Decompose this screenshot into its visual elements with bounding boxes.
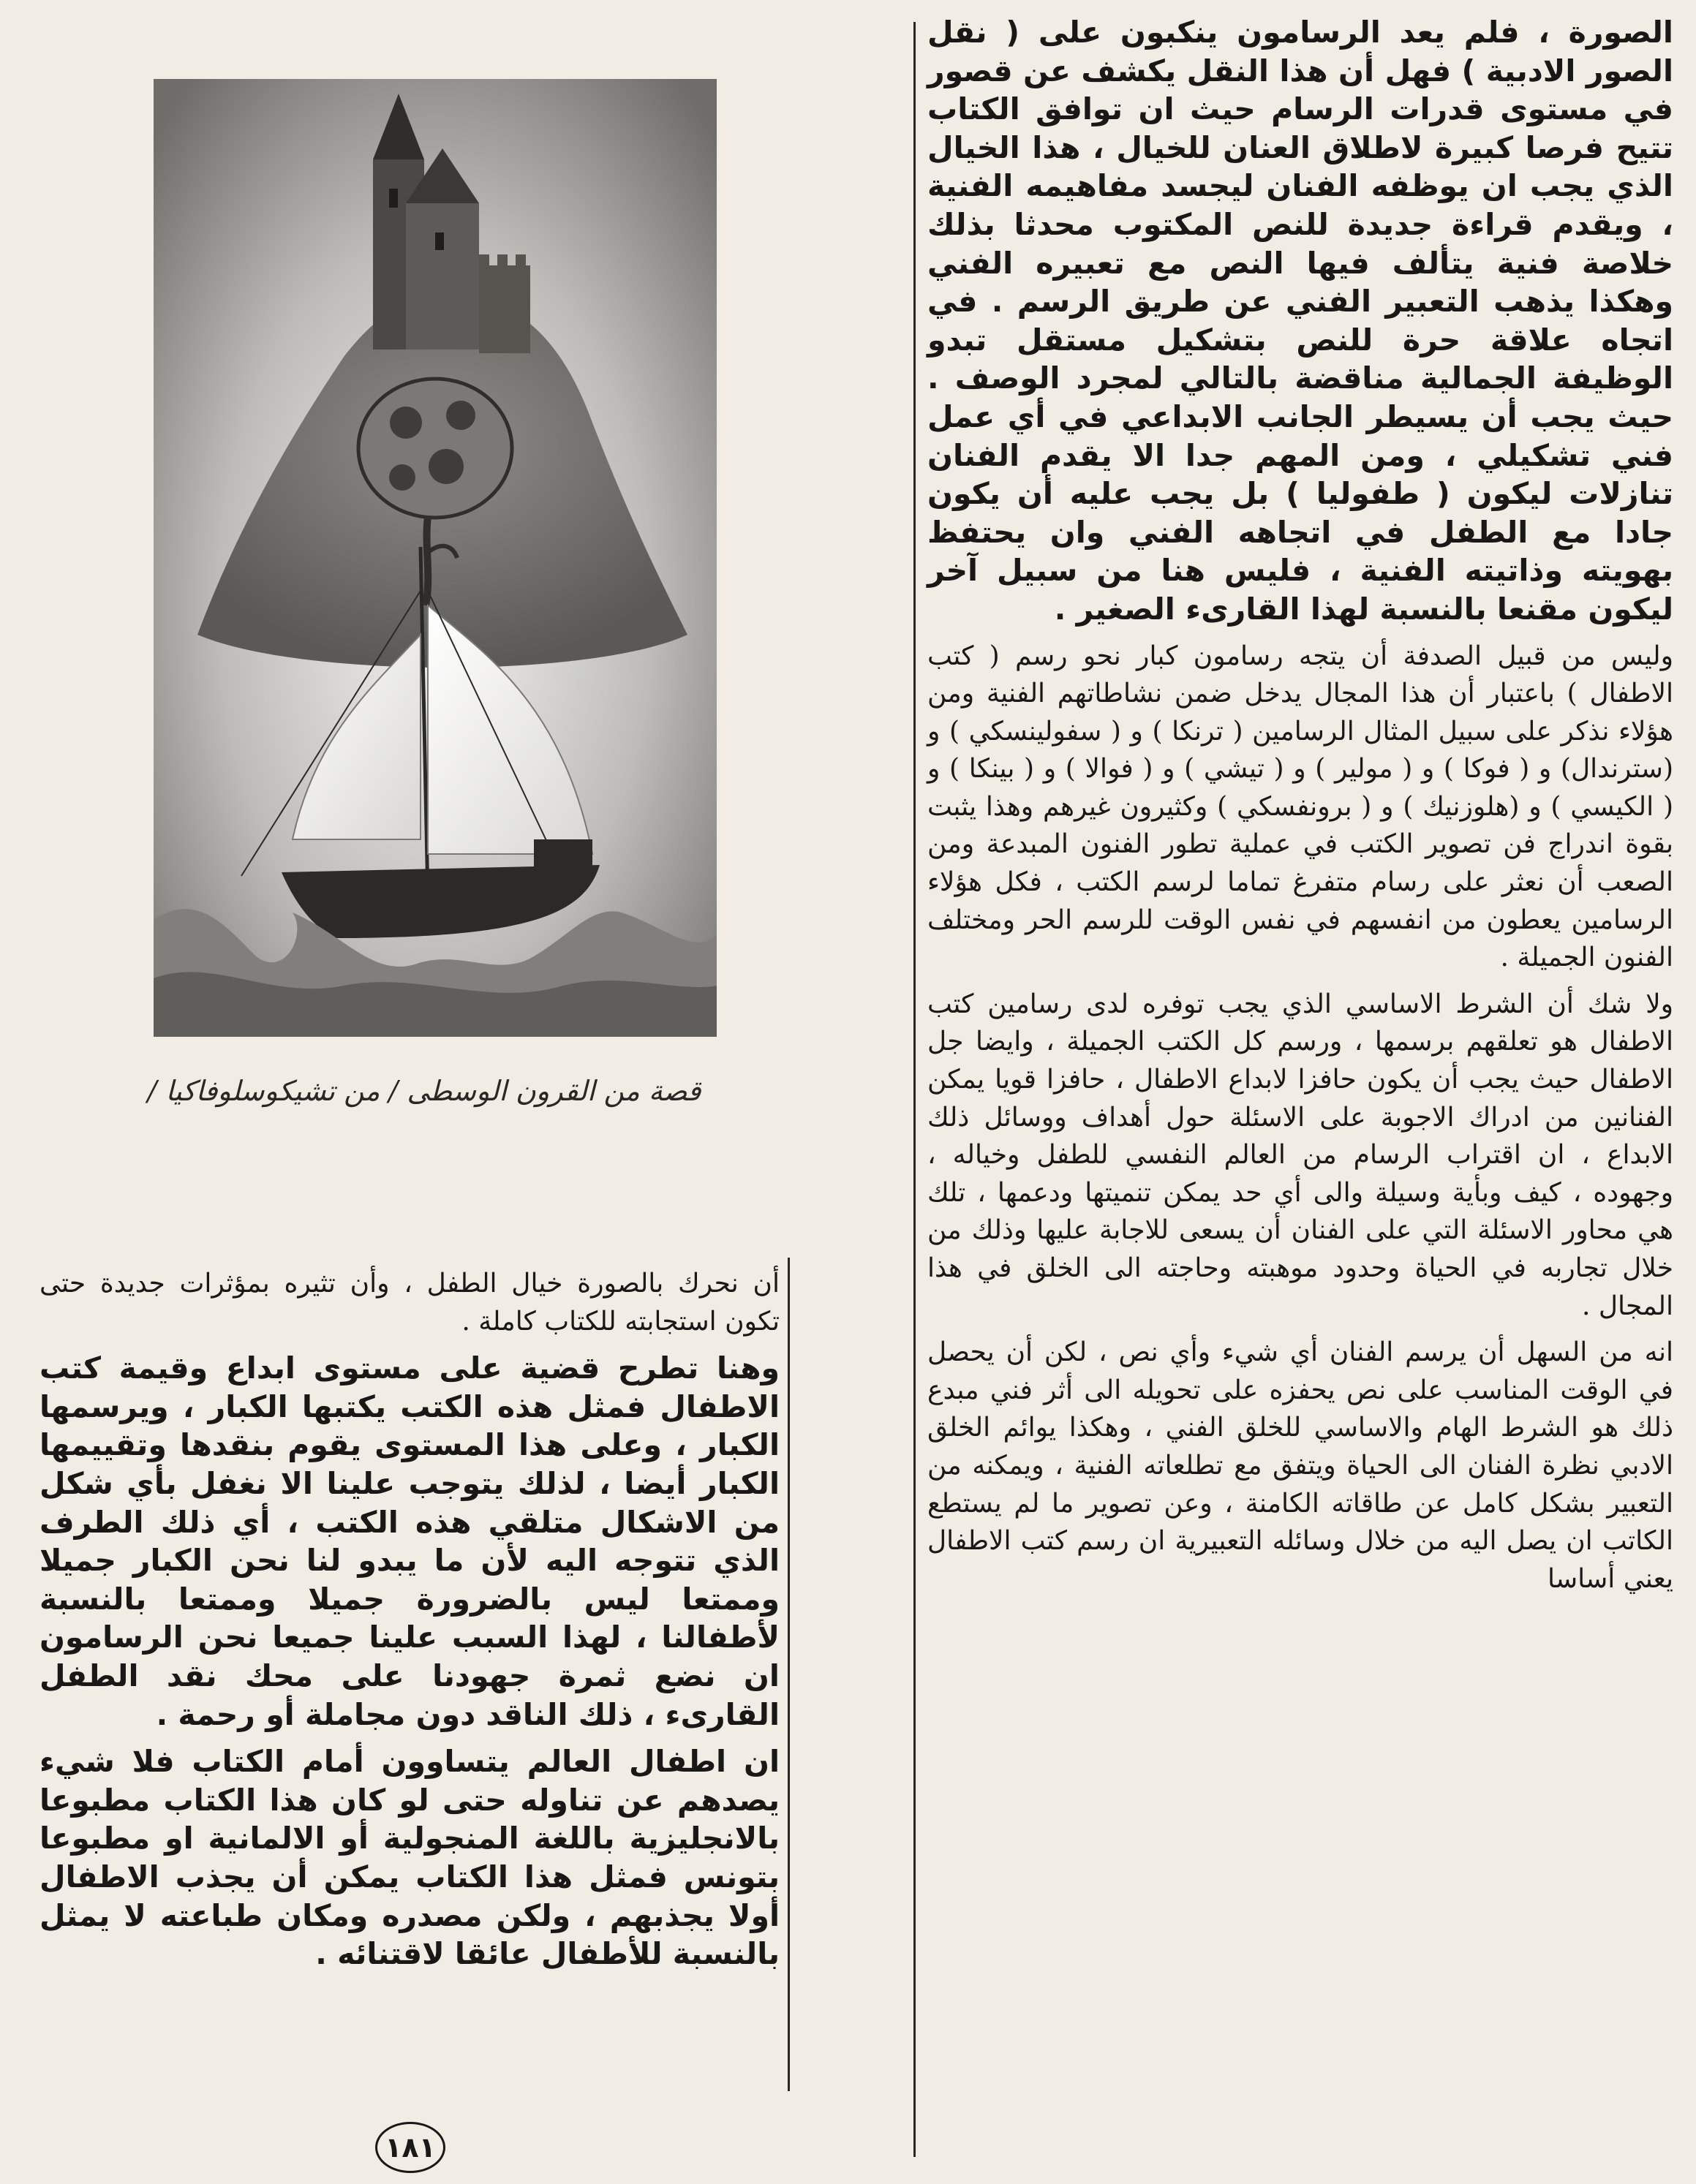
paragraph: انه من السهل أن يرسم الفنان أي شيء وأي نص ، لكن أن يحصل في الوقت المناسب على نص يحفزه على تحويله الى أثر فني مبدع ذلك هو الشرط الهام والاساسي للخلق الفني ، وهكذا يوائم الخلق الادبي نظرة الفنان الى الحياة ويتفق مع تطلعاته الفنية ، ويمكنه من التعبير بشكل كامل عن طاقاته الكامنة ، وعن تصوير ما لم يستطع الكاتب ان يصل اليه من خلال وسائله التعبيرية ان رسم كتب الاطفال يعني أساسا [927, 1337, 1673, 1594]
column-divider-left [788, 1258, 790, 2091]
paragraph: ان اطفال العالم يتساوون أمام الكتاب فلا شيء يصدهم عن تناوله حتى لو كان هذا الكتاب مطبوعا بالانجليزية باللغة المنجولية أو الالمانية او مطبوعا بتونس فمثل هذا الكتاب يمكن أن يجذب الاطفال أولا يجذبهم ، ولكن مصدره ومكان طباعته لا يمثل بالنسبة للأطفال عائقا لاقتنائه . [39, 1744, 780, 1972]
paragraph: وليس من قبيل الصدفة أن يتجه رسامون كبار نحو رسم ( كتب الاطفال ) باعتبار أن هذا المجال يدخل ضمن نشاطاتهم الفنية ومن هؤلاء نذكر على سبيل المثال الرسامين ( ترنكا ) و ( سفولينسكي ) و (سترندال) و ( فوكا ) و ( مولير ) و ( تيشي ) و ( فوالا ) و ( بينكا ) و ( الكيسي ) و (هلوزنيك ) و ( برونفسكي ) وكثيرون غيرهم وهذا يثبت بقوة اندراج فن تصوير الكتب في عملية تطور الفنون المبدعة ومن الصعب أن نعثر على رسام متفرغ تماما لرسم الكتب ، فكل هؤلاء الرسامين يعطون من انفسهم في نفس الوقت للرسم الحر ومختلف الفنون الجميلة . [927, 641, 1673, 973]
right-text-column [927, 13, 1673, 1598]
page-number: ١٨١ [375, 2122, 445, 2173]
castle-sailboat-illustration [154, 79, 717, 1037]
paragraph: ولا شك أن الشرط الاساسي الذي يجب توفره لدى رسامين كتب الاطفال هو تعلقهم برسمها ، ورسم كل الكتب الجميلة ، وايضا جل الاطفال حيث يجب أن يكون حافزا لابداع الاطفال ، حافزا قويا يمكن الفنانين من ادراك الاجوبة على الاسئلة حول أهداف ووسائل ذلك الابداع ، ان اقتراب الرسام من العالم النفسي للطفل وخياله ، وجهوده ، كيف وبأية وسيلة والى أي حد يمكن تنميتها ودعمها ، تلك هي محاور الاسئلة التي على الفنان أن يسعى للاجابة عليها وذلك من خلال تجاربه في الحياة وحدود موهبته وحاجته الى الخلق في هذا المجال . [927, 989, 1673, 1321]
column-divider-right [913, 22, 916, 2157]
paragraph: الصورة ، فلم يعد الرسامون ينكبون على ( نقل الصور الادبية ) فهل أن هذا النقل يكشف عن قصور في مستوى قدرات الرسام حيث ان توافق الكتاب تتيح فرصا كبيرة لاطلاق العنان للخيال ، هذا الخيال الذي يجب ان يوظفه الفنان ليجسد مفاهيمه الفنية ، ويقدم قراءة جديدة للنص المكتوب محدثا بذلك خلاصة فنية يتألف فيها النص مع تعبيره الفني وهكذا يذهب التعبير الفني عن طريق الرسم . في اتجاه علاقة حرة للنص بتشكيل مستقل تبدو الوظيفة الجمالية مناقضة بالتالي لمجرد الوصف . حيث يجب أن يسيطر الجانب الابداعي في أي عمل فني تشكيلي ، ومن المهم جدا الا يقدم الفنان تنازلات ليكون ( طفوليا ) بل يجب عليه أن يكون جادا مع الطفل في اتجاهه الفني وان يحتفظ بهويته وذاتيته الفنية ، فليس هنا من سبيل آخر ليكون مقنعا بالنسبة لهذا القارىء الصغير . [927, 15, 1673, 627]
left-text-column [39, 1265, 780, 1973]
paragraph: وهنا تطرح قضية على مستوى ابداع وقيمة كتب الاطفال فمثل هذه الكتب يكتبها الكبار ، ويرسمها الكبار ، وعلى هذا المستوى يقوم بنقدها وتقييمها الكبار أيضا ، لذلك يتوجب علينا الا نغفل بأي شكل من الاشكال متلقي هذه الكتب ، أي ذلك الطرف الذي تتوجه اليه لأن ما يبدو لنا نحن الكبار جميلا وممتعا ليس بالضرورة جميلا وممتعا بالنسبة لأطفالنا ، لهذا السبب علينا جميعا نحن الرسامون ان نضع ثمرة جهودنا على محك نقد الطفل القارىء ، ذلك الناقد دون مجاملة أو رحمة . [39, 1350, 780, 1732]
paragraph: أن نحرك بالصورة خيال الطفل ، وأن تثيره بمؤثرات جديدة حتى تكون استجابته للكتاب كاملة . [39, 1269, 780, 1337]
illustration-caption: قصة من القرون الوسطى / من تشيكوسلوفاكيا / [147, 1075, 701, 1107]
